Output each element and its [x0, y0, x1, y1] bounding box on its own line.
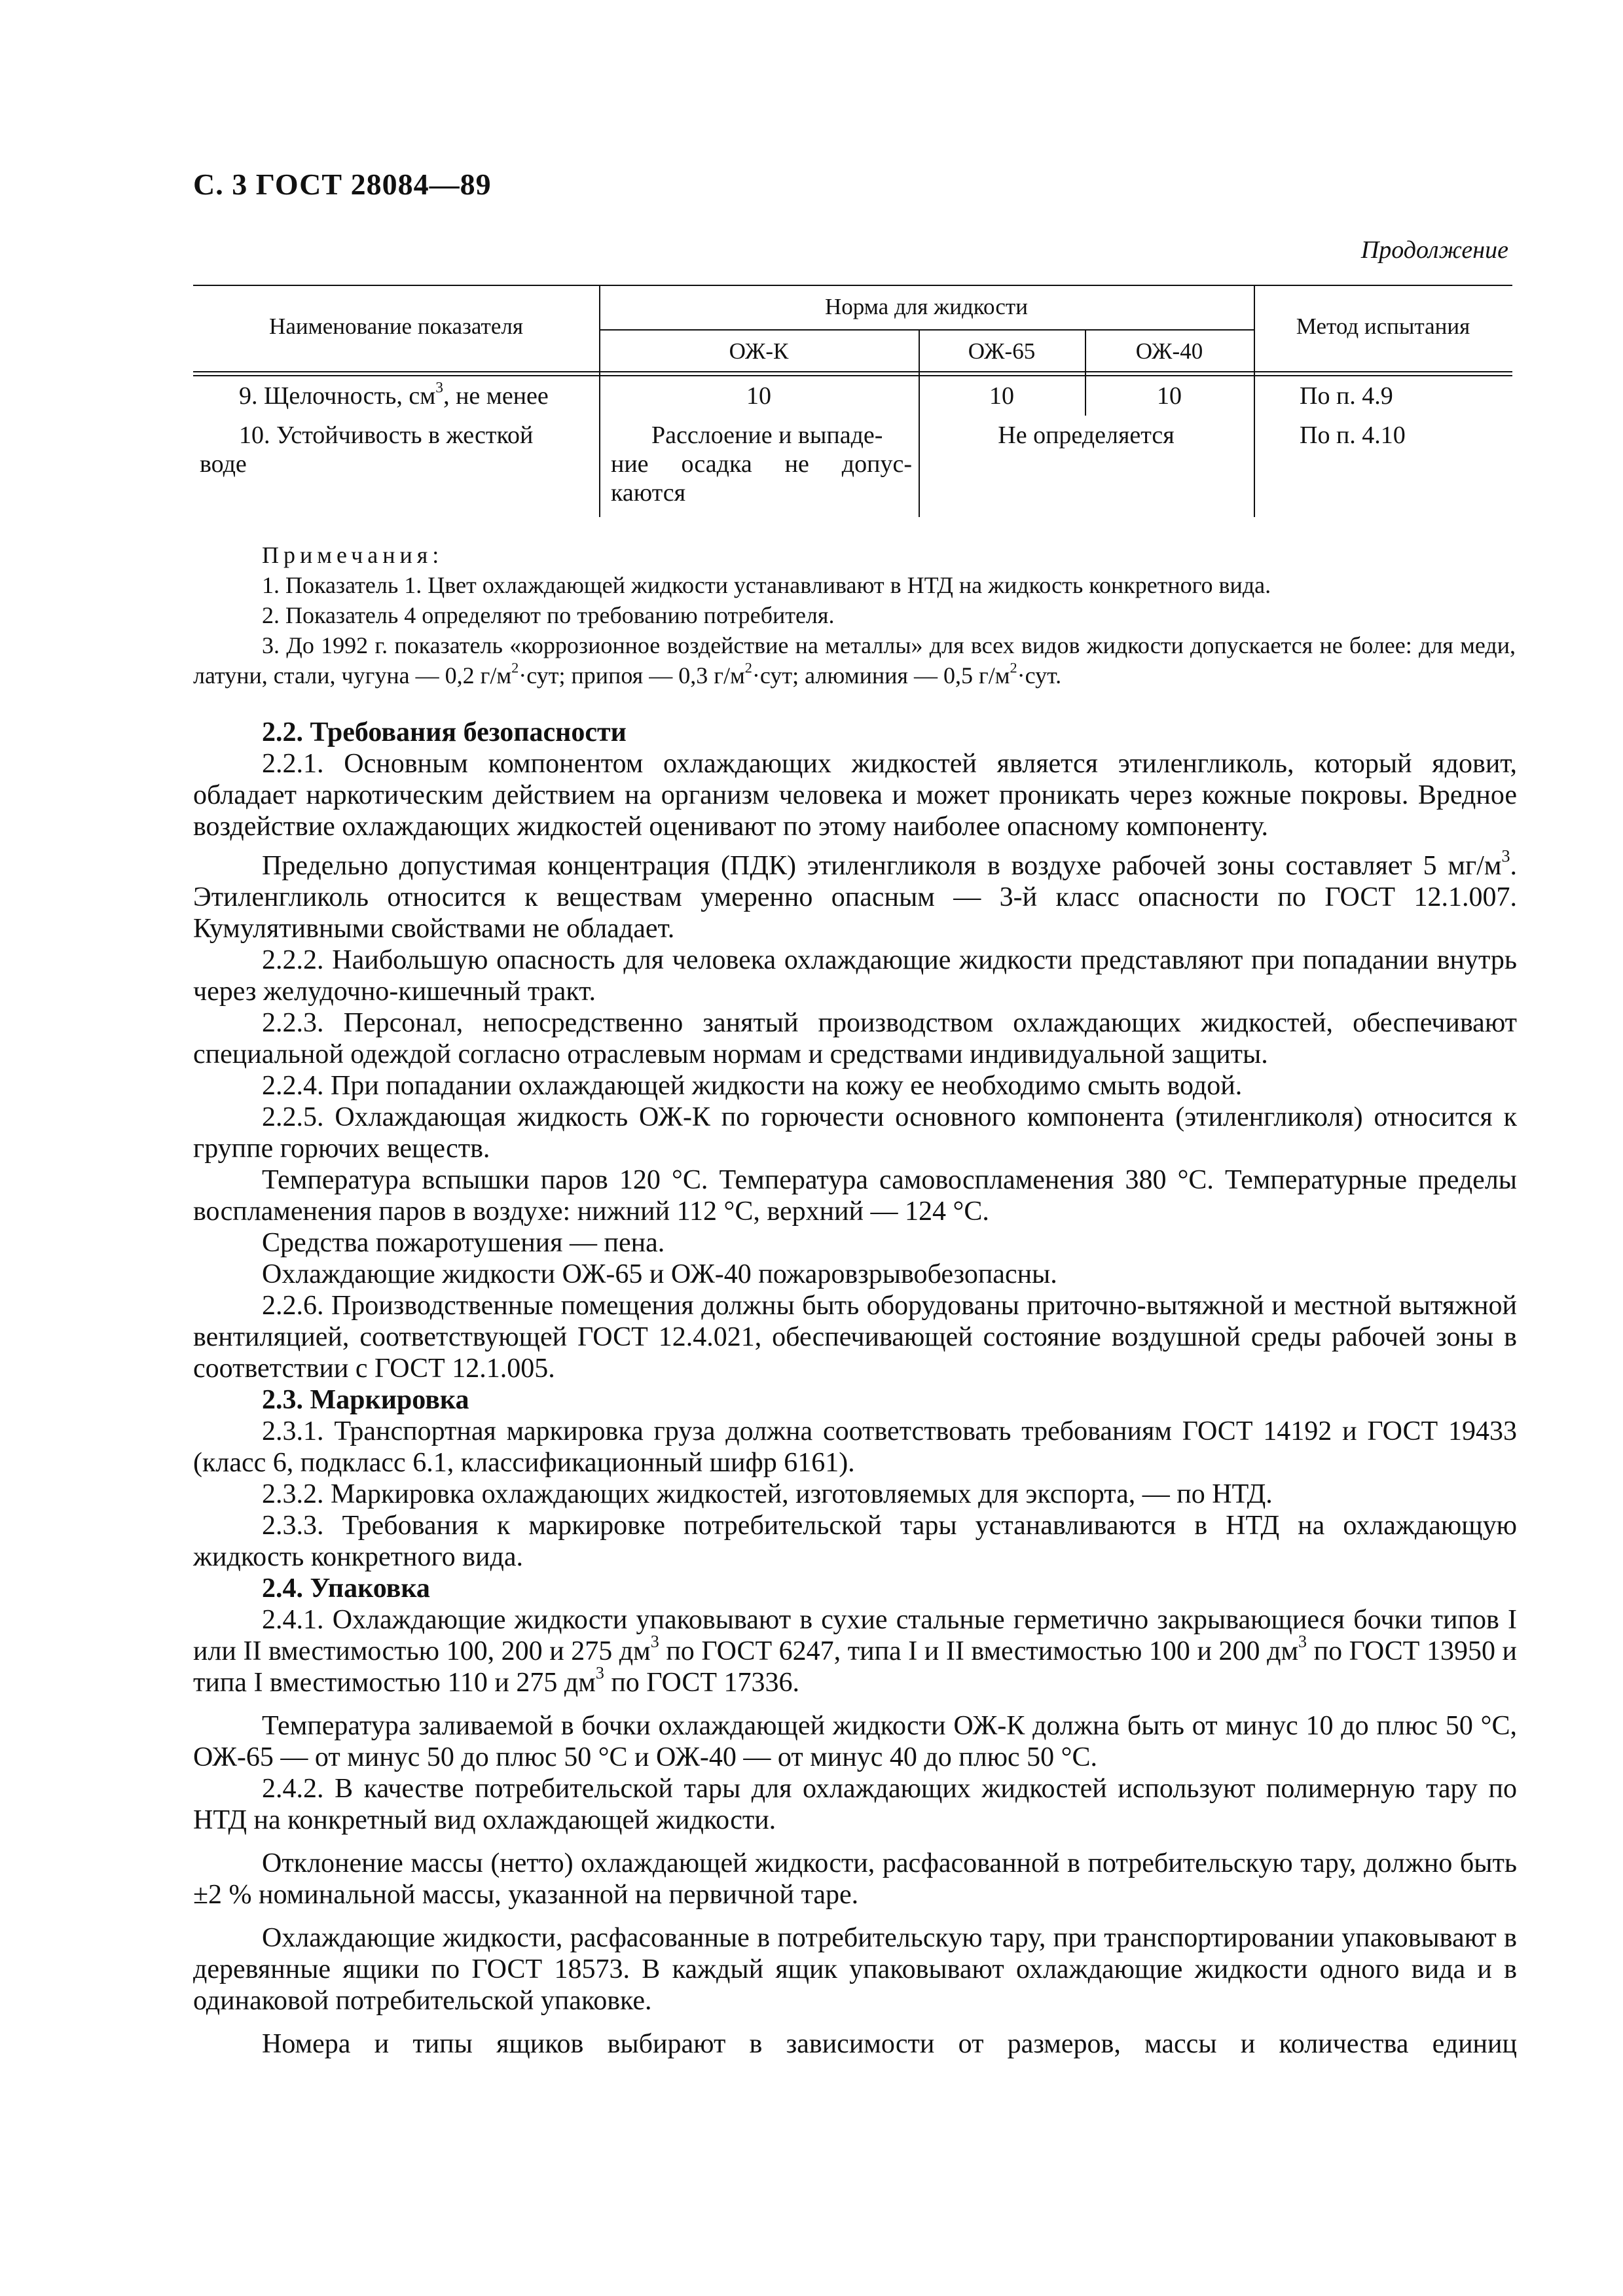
para-2-2-3: 2.2.3. Персонал, непосредственно занятый производством охлаждающих жидкостей, обеспечивают специальной одеждой согласно отраслевым нормам и средствами индивидуальной защиты.	[193, 1008, 1517, 1069]
para-packing: Охлаждающие жидкости, расфасованные в потребительскую тару, при транспортировании упаковывают в деревянные ящики по ГОСТ 18573. В каждый ящик упаковывают охлаждающие жидкости одного вида и в одинаковой потребительской упаковке.	[193, 1923, 1517, 2016]
row9-method: По п. 4.9	[1300, 382, 1393, 410]
para-2-2-5: 2.2.5. Охлаждающая жидкость ОЖ-К по горючести основного компонента (этиленгликоля) относится к группе горючих веществ.	[193, 1102, 1517, 1164]
col-method-header: Метод испытания	[1296, 314, 1470, 339]
para-2-3-2: 2.3.2. Маркировка охлаждающих жидкостей, изготовляемых для экспорта, — по НТД.	[262, 1479, 1273, 1509]
row10-method: По п. 4.10	[1300, 422, 1406, 449]
section-2-3-heading: 2.3. Маркировка	[262, 1385, 469, 1415]
para-2-2-6: 2.2.6. Производственные помещения должны быть оборудованы приточно-вытяжной и местной вытяжной вентиляцией, соответствующей ГОСТ 12.4.021, обеспечивающей состояние воздушной среды рабочей зоны в соответствии с ГОСТ 12.1.005.	[193, 1291, 1517, 1384]
col-norm-header: Норма для жидкости	[825, 294, 1028, 319]
note-3: 3. До 1992 г. показатель «коррозионное воздействие на металлы» для всех видов жидкости допускается не более: для меди, латуни, стали, чугуна — 0,2 $г/м^2\cdot сут$; припоя — 0,3 $г/м^2\cdot сут$; алюминия — 0,5 $г/м^2\cdot сут$.	[193, 632, 1516, 689]
note-2: 2. Показатель 4 определяют по требованию потребителя.	[262, 602, 835, 628]
notes-block	[193, 540, 1516, 691]
row10-name-line1: 10. Устойчивость в жесткой	[239, 422, 534, 449]
para-2-2-2: 2.2.2. Наибольшую опасность для человека охлаждающие жидкости представляют при попадании внутрь через желудочно-кишечный тракт.	[193, 945, 1517, 1007]
para-2-2-4: 2.2.4. При попадании охлаждающей жидкости на кожу ее необходимо смыть водой.	[262, 1071, 1243, 1101]
notes-title: Примечания:	[262, 542, 444, 568]
row9-ozh40: 10	[1157, 382, 1182, 410]
body-text	[193, 717, 1517, 2060]
row10-ozhk-line3: каются	[611, 479, 686, 507]
para-2-2-1: 2.2.1. Основным компонентом охлаждающих жидкостей является этиленгликоль, который ядовит, обладает наркотическим действием на организм человека и может проникать через кожные покровы. Вредное воздействие охлаждающих жидкостей оценивают по этому наиболее опасному компоненту.	[193, 749, 1517, 842]
para-pdk: Предельно допустимая концентрация (ПДК) этиленгликоля в воздухе рабочей зоны составляет 5 $мг/м^3$. Этиленгликоль относится к веществам умеренно опасным — 3-й класс опасности по ГОСТ 12.1.007. Кумулятивными свойствами не обладает.	[193, 846, 1517, 944]
row9-name: 9. Щелочность, $см^3$, не менее	[239, 379, 549, 410]
para-2-3-3: 2.3.3. Требования к маркировке потребительской тары устанавливаются в НТД на охлаждающую жидкость конкретного вида.	[193, 1511, 1517, 1572]
continuation-label: Продолжение	[1360, 236, 1508, 264]
row9-ozhk: 10	[746, 382, 771, 410]
page-header: С. 3 ГОСТ 28084—89	[193, 168, 492, 201]
para-2-3-1: 2.3.1. Транспортная маркировка груза должна соответствовать требованиям ГОСТ 14192 и ГОСТ 19433 (класс 6, подкласс 6.1, классификационный шифр 6161).	[193, 1416, 1517, 1478]
sub-ozhk-header: ОЖ-К	[729, 338, 789, 364]
para-fire-means: Средства пожаротушения — пена.	[262, 1228, 665, 1258]
section-2-4-heading: 2.4. Упаковка	[262, 1573, 430, 1604]
row10-name-line2: воде	[200, 450, 247, 478]
para-temperature: Температура вспышки паров 120 °С. Температура самовоспламенения 380 °С. Температурные пределы воспламенения паров в воздухе: нижний 112 °С, верхний — 124 °С.	[193, 1165, 1517, 1227]
para-mass-deviation: Отклонение массы (нетто) охлаждающей жидкости, расфасованной в потребительскую тару, должно быть ±2 % номинальной массы, указанной на первичной таре.	[193, 1848, 1517, 1910]
para-2-4-1: 2.4.1. Охлаждающие жидкости упаковывают в сухие стальные герметично закрывающиеся бочки типов I или II вместимостью 100, 200 и 275 $дм^3$ по ГОСТ 6247, типа I и II вместимостью 100 и 200 $дм^3$ по ГОСТ 13950 и типа I вместимостью 110 и 275 $дм^3$ по ГОСТ 17336.	[193, 1605, 1518, 1698]
norms-table	[193, 285, 1512, 517]
section-2-2-heading: 2.2. Требования безопасности	[262, 717, 627, 747]
row9-ozh65: 10	[989, 382, 1014, 410]
para-box-numbers: Номера и типы ящиков выбирают в зависимости от размеров, массы и количества единиц	[262, 2029, 1517, 2059]
para-explosion-safe: Охлаждающие жидкости ОЖ-65 и ОЖ-40 пожаровзрывобезопасны.	[262, 1259, 1057, 1289]
note-1: 1. Показатель 1. Цвет охлаждающей жидкости устанавливают в НТД на жидкость конкретного вида.	[262, 572, 1271, 598]
row10-ozhk-line1: Расслоение и выпаде-	[651, 422, 883, 449]
para-2-4-2: 2.4.2. В качестве потребительской тары для охлаждающих жидкостей используют полимерную тару по НТД на конкретный вид охлаждающей жидкости.	[193, 1774, 1517, 1835]
row10-ozhk-line2: ние осадка не допус-	[611, 450, 912, 478]
para-fill-temperature: Температура заливаемой в бочки охлаждающей жидкости ОЖ-К должна быть от минус 10 до плюс 50 °С, ОЖ-65 — от минус 50 до плюс 50 °С и ОЖ-40 — от минус 40 до плюс 50 °С.	[193, 1711, 1517, 1772]
sub-ozh40-header: ОЖ-40	[1135, 338, 1203, 364]
sub-ozh65-header: ОЖ-65	[968, 338, 1036, 364]
col-name-header: Наименование показателя	[269, 314, 523, 339]
row10-ozh65-40: Не определяется	[998, 422, 1175, 449]
